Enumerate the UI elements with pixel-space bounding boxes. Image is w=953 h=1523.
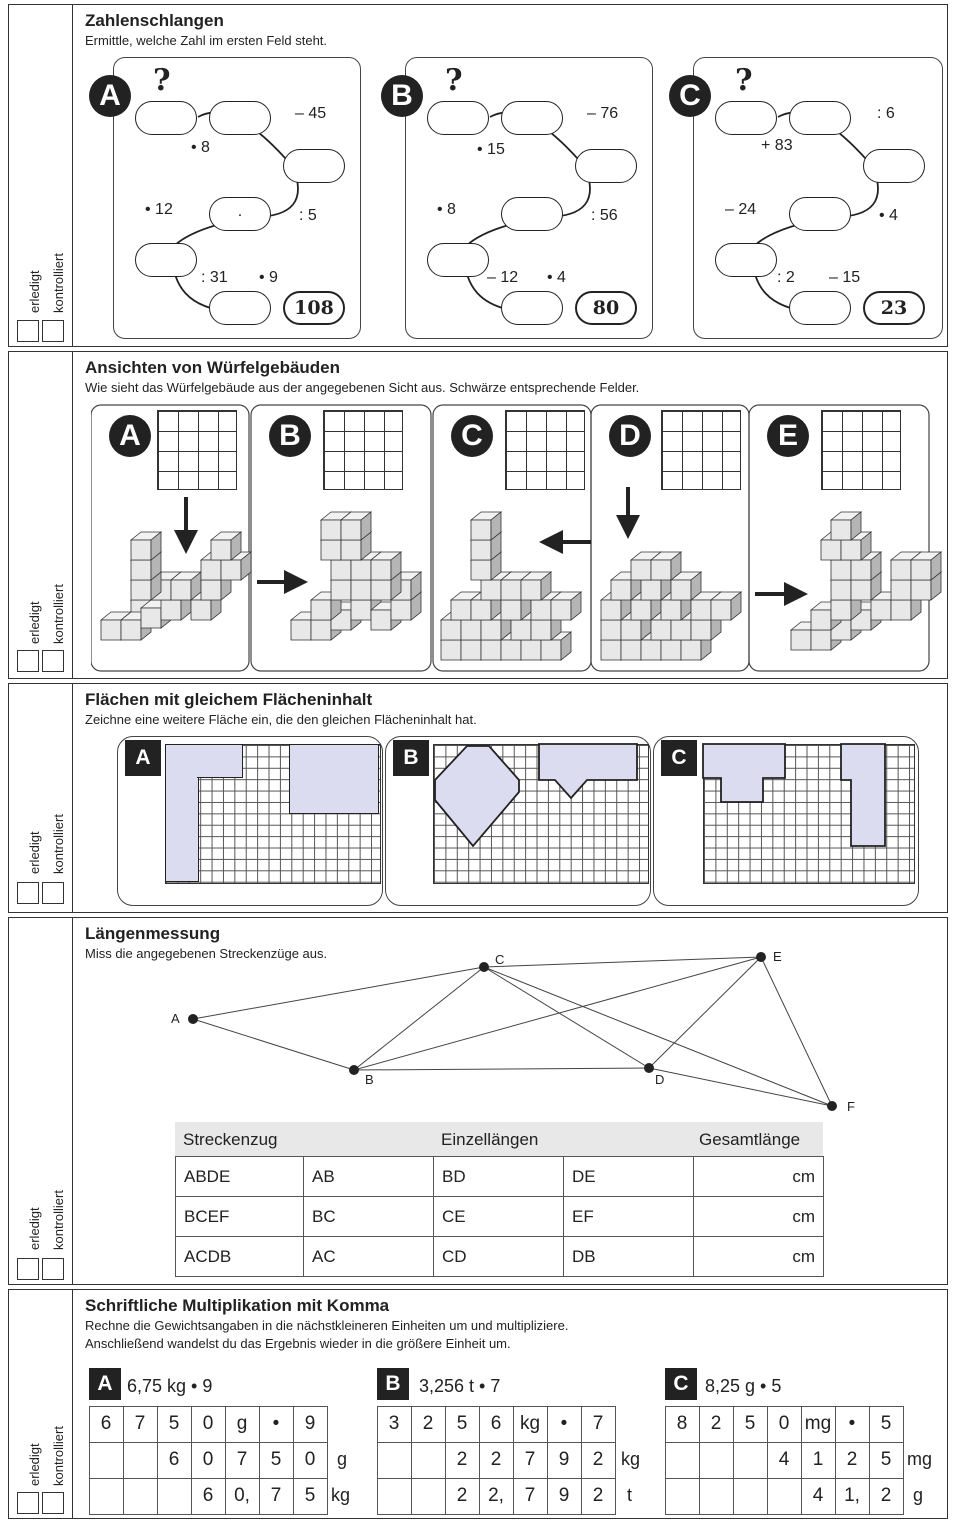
op: – 24 bbox=[725, 201, 757, 218]
op: • 8 bbox=[437, 201, 456, 218]
building-a bbox=[101, 532, 251, 640]
section-multiplikation bbox=[8, 1289, 948, 1519]
building-d bbox=[601, 552, 741, 660]
cell[interactable]: 0 bbox=[191, 1442, 226, 1479]
calc-row-1 bbox=[665, 1406, 937, 1442]
cell[interactable]: 2 bbox=[699, 1406, 734, 1443]
question-mark: ? bbox=[735, 63, 753, 98]
table-row bbox=[176, 1197, 824, 1237]
checkbox-erledigt[interactable] bbox=[17, 320, 39, 342]
op: – 15 bbox=[829, 269, 861, 286]
point-e-label: E bbox=[773, 949, 782, 964]
unit: g bbox=[913, 1485, 924, 1505]
cell[interactable]: 2 bbox=[835, 1442, 870, 1479]
label-kontrolliert: kontrolliert bbox=[51, 584, 66, 644]
field[interactable] bbox=[501, 197, 563, 231]
label-kontrolliert: kontrolliert bbox=[51, 1190, 66, 1250]
label-erledigt: erledigt bbox=[27, 270, 42, 313]
badge-b: B bbox=[393, 740, 429, 776]
badge-a: A bbox=[89, 1368, 121, 1400]
instruction-2: Anschließend wandelst du das Ergebnis wieder in die größere Einheit um. bbox=[85, 1336, 511, 1351]
cell[interactable]: 7 bbox=[225, 1442, 260, 1479]
field[interactable] bbox=[283, 149, 345, 183]
unit: mg bbox=[907, 1449, 933, 1469]
field[interactable] bbox=[575, 149, 637, 183]
cell[interactable]: 2 bbox=[445, 1442, 480, 1479]
answer-field[interactable] bbox=[427, 101, 489, 135]
badge-c: C bbox=[665, 1368, 697, 1400]
cell[interactable]: 7 bbox=[123, 1406, 158, 1443]
part-cell[interactable]: BC bbox=[304, 1197, 434, 1237]
op: – 12 bbox=[487, 269, 519, 286]
cell[interactable] bbox=[157, 1478, 192, 1515]
part-cell[interactable]: CE bbox=[434, 1197, 564, 1237]
cell[interactable]: 4 bbox=[767, 1442, 802, 1479]
result-field: 23 bbox=[863, 291, 925, 325]
cell[interactable] bbox=[733, 1478, 768, 1515]
field[interactable] bbox=[789, 101, 851, 135]
cell[interactable]: 0, bbox=[225, 1478, 260, 1515]
cell[interactable]: • bbox=[835, 1406, 870, 1443]
checkbox-kontrolliert[interactable] bbox=[42, 650, 64, 672]
cell[interactable]: 6 bbox=[479, 1406, 514, 1443]
op: – 76 bbox=[587, 105, 619, 122]
question-mark: ? bbox=[445, 63, 463, 98]
part-cell[interactable]: BD bbox=[434, 1157, 564, 1197]
section-wuerfel bbox=[8, 351, 948, 679]
checkbox-erledigt[interactable] bbox=[17, 650, 39, 672]
cell[interactable]: mg bbox=[801, 1406, 836, 1443]
cell[interactable] bbox=[89, 1478, 124, 1515]
cell[interactable] bbox=[733, 1442, 768, 1479]
field[interactable] bbox=[715, 243, 777, 277]
op: : 5 bbox=[299, 207, 317, 224]
op: : 56 bbox=[591, 207, 618, 224]
cell[interactable]: 6 bbox=[191, 1478, 226, 1515]
side-checkboxes bbox=[9, 684, 73, 912]
section-title: Längenmessung bbox=[85, 924, 221, 943]
checkbox-erledigt[interactable] bbox=[17, 882, 39, 904]
part-cell[interactable]: DE bbox=[564, 1157, 694, 1197]
calc-row-2 bbox=[665, 1442, 937, 1478]
cell[interactable]: 9 bbox=[547, 1442, 582, 1479]
cell[interactable]: 6 bbox=[157, 1442, 192, 1479]
section-title: Schriftliche Multiplikation mit Komma bbox=[85, 1296, 390, 1315]
calc-row-1 bbox=[89, 1406, 361, 1442]
cell[interactable]: 7 bbox=[259, 1478, 294, 1515]
section-flaechen bbox=[8, 683, 948, 913]
badge-c: C bbox=[661, 740, 697, 776]
field[interactable] bbox=[209, 291, 271, 325]
checkbox-erledigt[interactable] bbox=[17, 1492, 39, 1514]
calc-row-3 bbox=[89, 1478, 361, 1514]
total-cell[interactable]: cm bbox=[694, 1197, 824, 1237]
cell[interactable]: 0 bbox=[191, 1406, 226, 1443]
cell[interactable]: 0 bbox=[767, 1406, 802, 1443]
op: • 8 bbox=[191, 139, 210, 156]
view-grid-b[interactable] bbox=[323, 410, 403, 490]
field[interactable] bbox=[209, 197, 271, 231]
cell[interactable]: 9 bbox=[293, 1406, 328, 1443]
checkbox-kontrolliert[interactable] bbox=[42, 882, 64, 904]
cell[interactable]: 8 bbox=[665, 1406, 700, 1443]
cell[interactable]: 9 bbox=[547, 1478, 582, 1515]
section-title: Zahlenschlangen bbox=[85, 11, 224, 30]
cell[interactable]: 3 bbox=[377, 1406, 412, 1443]
view-grid-a[interactable] bbox=[157, 410, 237, 490]
cell[interactable]: 5 bbox=[293, 1478, 328, 1515]
badge-b: B bbox=[377, 1368, 409, 1400]
building-b bbox=[291, 512, 421, 640]
instruction: Zeichne eine weitere Fläche ein, die den gleichen Flächeninhalt hat. bbox=[85, 712, 477, 727]
point-b-label: B bbox=[365, 1072, 374, 1087]
cell[interactable]: 0 bbox=[293, 1442, 328, 1479]
cell[interactable]: 2 bbox=[411, 1406, 446, 1443]
total-cell[interactable]: cm bbox=[694, 1237, 824, 1277]
cell[interactable]: 7 bbox=[513, 1478, 548, 1515]
header-parts: Einzellängen bbox=[441, 1130, 539, 1149]
header-total: Gesamtlänge bbox=[699, 1130, 801, 1149]
op: • 12 bbox=[145, 201, 173, 218]
op: – 45 bbox=[295, 105, 327, 122]
cell[interactable]: 1, bbox=[835, 1478, 870, 1515]
cell[interactable]: 5 bbox=[869, 1406, 904, 1443]
part-cell[interactable]: AB bbox=[304, 1157, 434, 1197]
side-checkboxes bbox=[9, 5, 73, 346]
unit: kg bbox=[621, 1449, 641, 1469]
unit: kg bbox=[331, 1485, 351, 1505]
field[interactable] bbox=[501, 291, 563, 325]
view-grid-c[interactable] bbox=[505, 410, 585, 490]
result-field: 80 bbox=[575, 291, 637, 325]
cell[interactable] bbox=[665, 1442, 700, 1479]
unit: t bbox=[627, 1485, 633, 1505]
label-kontrolliert: kontrolliert bbox=[51, 1426, 66, 1486]
cell[interactable]: g bbox=[225, 1406, 260, 1443]
cell[interactable] bbox=[767, 1478, 802, 1515]
calc-row-2 bbox=[377, 1442, 649, 1478]
badge-a: A bbox=[125, 740, 161, 776]
cell[interactable]: 7 bbox=[513, 1442, 548, 1479]
point-d-label: D bbox=[655, 1072, 665, 1087]
shape-l bbox=[165, 744, 199, 882]
part-cell[interactable]: EF bbox=[564, 1197, 694, 1237]
field[interactable] bbox=[863, 149, 925, 183]
cell[interactable]: 2, bbox=[479, 1478, 514, 1515]
field[interactable] bbox=[789, 291, 851, 325]
cell[interactable]: 5 bbox=[259, 1442, 294, 1479]
section-zahlenschlangen bbox=[8, 4, 948, 347]
label-erledigt: erledigt bbox=[27, 1443, 42, 1486]
section-title: Ansichten von Würfelgebäuden bbox=[85, 358, 341, 377]
cell[interactable] bbox=[411, 1442, 446, 1479]
cell[interactable]: 1 bbox=[801, 1442, 836, 1479]
op: • 4 bbox=[547, 269, 566, 286]
part-cell[interactable]: DB bbox=[564, 1237, 694, 1277]
cell[interactable] bbox=[411, 1478, 446, 1515]
calc-row-3 bbox=[377, 1478, 649, 1514]
task-expression: 6,75 kg • 9 bbox=[127, 1376, 213, 1396]
part-cell[interactable]: CD bbox=[434, 1237, 564, 1277]
field[interactable] bbox=[427, 243, 489, 277]
label-erledigt: erledigt bbox=[27, 831, 42, 874]
cell[interactable]: 5 bbox=[157, 1406, 192, 1443]
cell[interactable]: 2 bbox=[869, 1478, 904, 1515]
label-kontrolliert: kontrolliert bbox=[51, 814, 66, 874]
cell[interactable]: 4 bbox=[801, 1478, 836, 1515]
cell[interactable]: 2 bbox=[581, 1478, 616, 1515]
calc-row-3 bbox=[665, 1478, 937, 1514]
cell[interactable]: • bbox=[259, 1406, 294, 1443]
field[interactable] bbox=[209, 101, 271, 135]
task-expression: 3,256 t • 7 bbox=[419, 1376, 501, 1396]
instruction: Miss die angegebenen Streckenzüge aus. bbox=[85, 946, 328, 961]
op: • 9 bbox=[259, 269, 278, 286]
badge-e: E bbox=[767, 415, 809, 457]
field-dot: . bbox=[237, 203, 243, 220]
cell[interactable] bbox=[89, 1442, 124, 1479]
cell[interactable]: 5 bbox=[733, 1406, 768, 1443]
calc-row-1 bbox=[377, 1406, 649, 1442]
checkbox-erledigt[interactable] bbox=[17, 1258, 39, 1280]
building-c bbox=[441, 512, 581, 660]
op: : 31 bbox=[201, 269, 228, 286]
route-cell: BCEF bbox=[176, 1197, 304, 1237]
cell[interactable]: 2 bbox=[581, 1442, 616, 1479]
op: : 2 bbox=[777, 269, 795, 286]
badge-c: C bbox=[451, 415, 493, 457]
badge-c: C bbox=[669, 75, 711, 117]
question-mark: ? bbox=[153, 63, 171, 98]
cell[interactable] bbox=[377, 1442, 412, 1479]
building-e bbox=[791, 512, 941, 650]
unit: g bbox=[337, 1449, 348, 1469]
instruction: Wie sieht das Würfelgebäude aus der angegebenen Sicht aus. Schwärze entsprechende Felder. bbox=[85, 380, 640, 395]
route-diagram bbox=[163, 948, 943, 1148]
badge-a: A bbox=[109, 415, 151, 457]
field[interactable] bbox=[135, 243, 197, 277]
instruction-1: Rechne die Gewichtsangaben in die nächstkleineren Einheiten um und multipliziere. bbox=[85, 1318, 569, 1333]
cell[interactable]: 2 bbox=[445, 1478, 480, 1515]
checkbox-kontrolliert[interactable] bbox=[42, 320, 64, 342]
cell[interactable]: 2 bbox=[479, 1442, 514, 1479]
op: : 6 bbox=[877, 105, 895, 122]
section-laengen bbox=[8, 917, 948, 1285]
op: • 4 bbox=[879, 207, 898, 224]
answer-field[interactable] bbox=[715, 101, 777, 135]
shapes-b bbox=[431, 742, 651, 852]
cell[interactable]: 5 bbox=[869, 1442, 904, 1479]
cell[interactable] bbox=[123, 1442, 158, 1479]
op: • 15 bbox=[477, 141, 505, 158]
field[interactable] bbox=[501, 101, 563, 135]
checkbox-kontrolliert[interactable] bbox=[42, 1492, 64, 1514]
header-route: Streckenzug bbox=[183, 1130, 278, 1149]
answer-field[interactable] bbox=[135, 101, 197, 135]
table-row bbox=[176, 1237, 824, 1277]
view-grid-e[interactable] bbox=[821, 410, 901, 490]
total-cell[interactable]: cm bbox=[694, 1157, 824, 1197]
part-cell[interactable]: AC bbox=[304, 1237, 434, 1277]
point-c-label: C bbox=[495, 952, 505, 967]
route-cell: ACDB bbox=[176, 1237, 304, 1277]
result-field: 108 bbox=[283, 291, 345, 325]
cell[interactable]: 6 bbox=[89, 1406, 124, 1443]
cell[interactable] bbox=[699, 1442, 734, 1479]
view-grid-d[interactable] bbox=[661, 410, 741, 490]
op: + 83 bbox=[761, 137, 793, 154]
side-checkboxes bbox=[9, 352, 73, 678]
route-cell: ABDE bbox=[176, 1157, 304, 1197]
section-title: Flächen mit gleichem Flächeninhalt bbox=[85, 690, 373, 709]
side-checkboxes bbox=[9, 1290, 73, 1518]
label-kontrolliert: kontrolliert bbox=[51, 253, 66, 313]
cell[interactable]: kg bbox=[513, 1406, 548, 1443]
shape-l-top bbox=[197, 744, 243, 778]
length-table bbox=[175, 1156, 824, 1277]
instruction: Ermittle, welche Zahl im ersten Feld steht. bbox=[85, 33, 328, 48]
task-expression: 8,25 g • 5 bbox=[705, 1376, 782, 1396]
badge-d: D bbox=[609, 415, 651, 457]
cell[interactable]: 5 bbox=[445, 1406, 480, 1443]
cell[interactable] bbox=[665, 1478, 700, 1515]
point-f-label: F bbox=[847, 1099, 855, 1114]
calc-row-2 bbox=[89, 1442, 361, 1478]
label-erledigt: erledigt bbox=[27, 1207, 42, 1250]
checkbox-kontrolliert[interactable] bbox=[42, 1258, 64, 1280]
badge-a: A bbox=[89, 75, 131, 117]
point-a-label: A bbox=[171, 1011, 180, 1026]
badge-b: B bbox=[269, 415, 311, 457]
shape-rect bbox=[289, 744, 379, 814]
field[interactable] bbox=[789, 197, 851, 231]
shapes-c bbox=[701, 742, 917, 852]
cell[interactable]: 7 bbox=[581, 1406, 616, 1443]
badge-b: B bbox=[381, 75, 423, 117]
cell[interactable] bbox=[699, 1478, 734, 1515]
label-erledigt: erledigt bbox=[27, 601, 42, 644]
cell[interactable]: • bbox=[547, 1406, 582, 1443]
table-row bbox=[176, 1157, 824, 1197]
cell[interactable] bbox=[123, 1478, 158, 1515]
cell[interactable] bbox=[377, 1478, 412, 1515]
side-checkboxes bbox=[9, 918, 73, 1284]
